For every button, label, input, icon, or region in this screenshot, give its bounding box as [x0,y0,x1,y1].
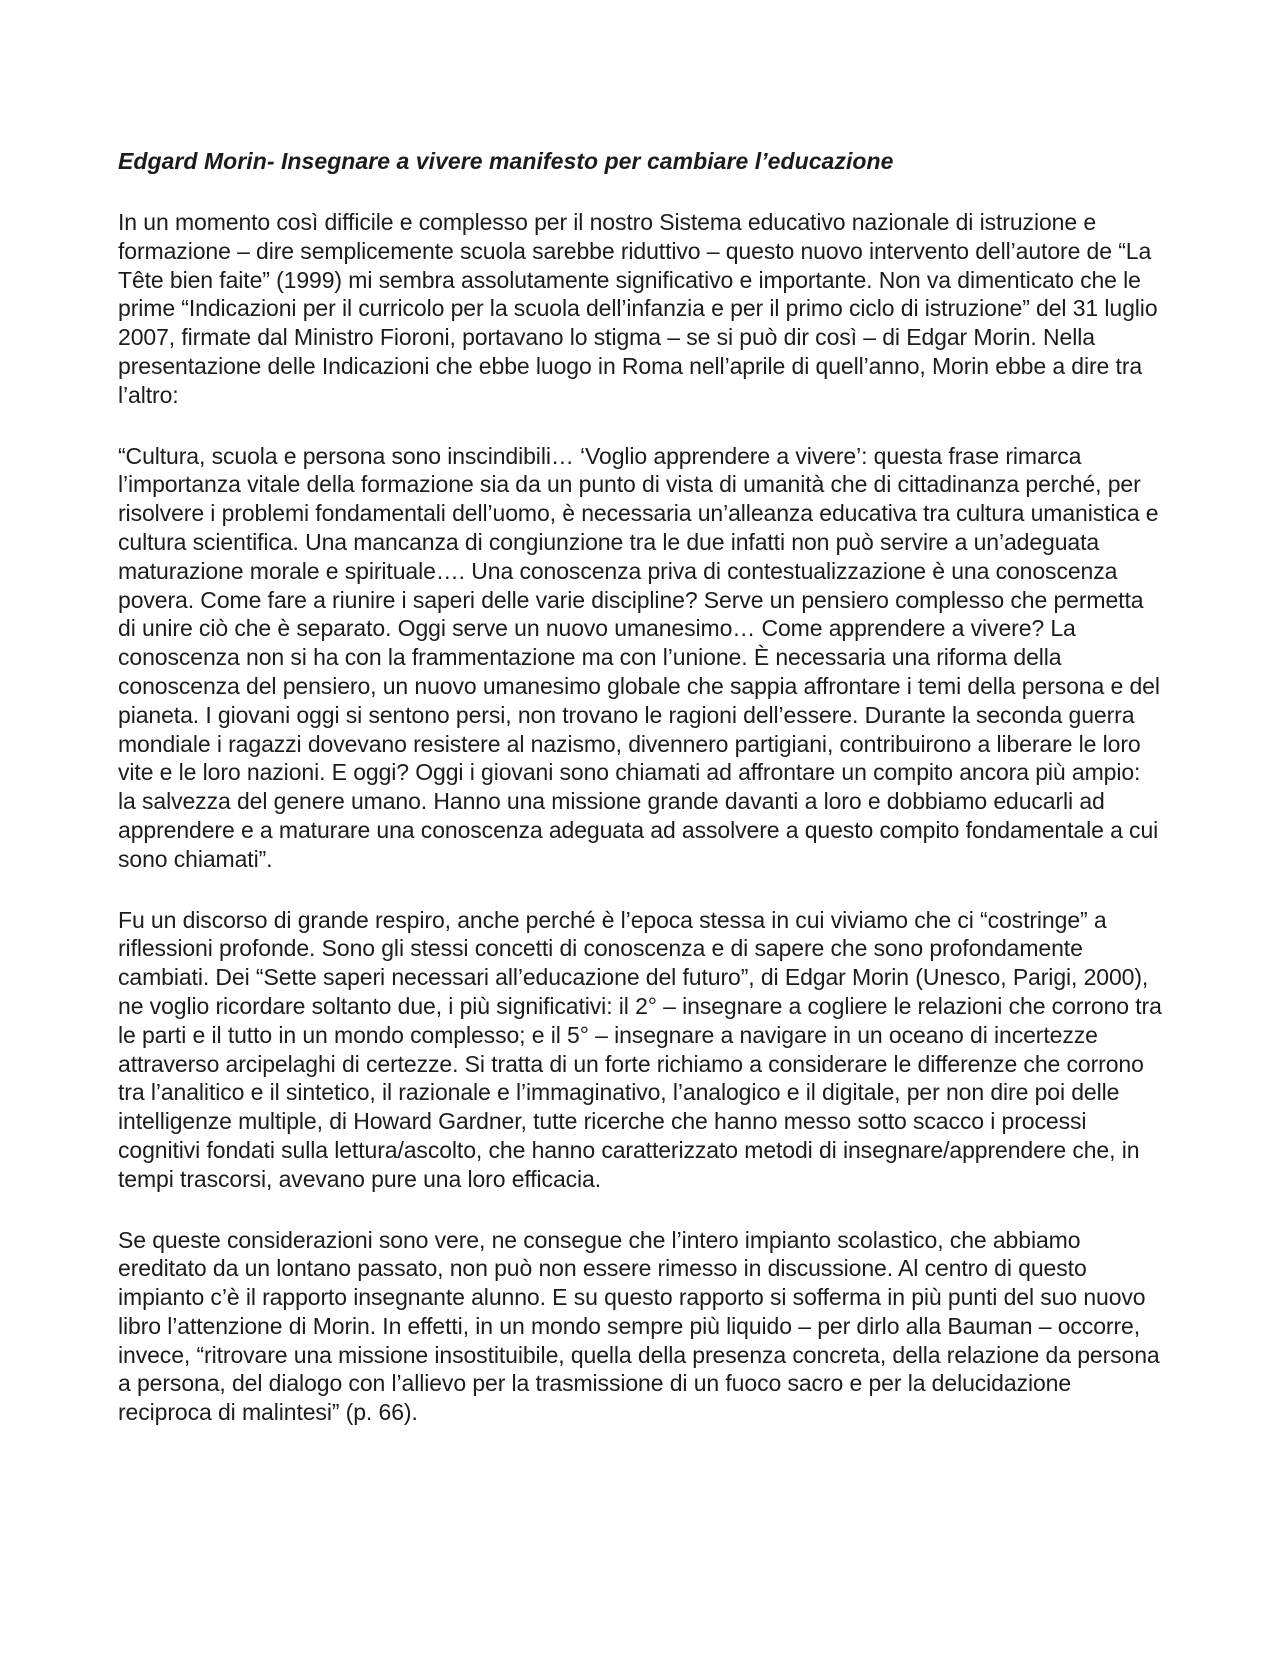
paragraph-discourse: Fu un discorso di grande respiro, anche perché è l’epoca stessa in cui viviamo che ci “costringe” a riflessioni profonde. Sono gli stessi concetti di conoscenza e di sapere che sono profondamente cambiati. Dei “Sette saperi necessari all’educazione del futuro”, di Edgar Morin (Unesco, Parigi, 2000), ne voglio ricordare soltanto due, i più significativi: il 2° – insegnare a cogliere le relazioni che corrono tra le parti e il tutto in un mondo complesso; e il 5° – insegnare a navigare in un oceano di incertezze attraverso arcipelaghi di certezze. Si tratta di un forte richiamo a considerare le differenze che corrono tra l’analitico e il sintetico, il razionale e l’immaginativo, l’analogico e il digitale, per non dire poi delle intelligenze multiple, di Howard Gardner, tutte ricerche che hanno messo sotto scacco i processi cognitivi fondati sulla lettura/ascolto, che hanno caratterizzato metodi di insegnare/apprendere che, in tempi trascorsi, avevano pure una loro efficacia. [118,906,1162,1192]
document-title: Edgard Morin- Insegnare a vivere manifesto per cambiare l’educazione [118,148,894,174]
document-body [118,146,1163,1459]
paragraph-intro: In un momento così difficile e complesso per il nostro Sistema educativo nazionale di istruzione e formazione – dire semplicemente scuola sarebbe riduttivo – questo nuovo intervento dell’autore de “La Tête bien faite” (1999) mi sembra assolutamente significativo e importante. Non va dimenticato che le prime “Indicazioni per il curricolo per la scuola dell’infanzia e per il primo ciclo di istruzione” del 31 luglio 2007, firmate dal Ministro Fioroni, portavano lo stigma – se si può dir così – di Edgar Morin. Nella presentazione delle Indicazioni che ebbe luogo in Roma nell’aprile di quell’anno, Morin ebbe a dire tra l’altro: [118,209,1158,408]
paragraph-quote: “Cultura, scuola e persona sono inscindibili… ‘Voglio apprendere a vivere’: questa frase rimarca l’importanza vitale della formazione sia da un punto di vista di umanità che di cittadinanza perché, per risolvere i problemi fondamentali dell’uomo, è necessaria un’alleanza educativa tra cultura umanistica e cultura scientifica. Una mancanza di congiunzione tra le due infatti non può servire a un’adeguata maturazione morale e spirituale…. Una conoscenza priva di contestualizzazione è una conoscenza povera. Come fare a riunire i saperi delle varie discipline? Serve un pensiero complesso che permetta di unire ciò che è separato. Oggi serve un nuovo umanesimo… Come apprendere a vivere? La conoscenza non si ha con la frammentazione ma con l’unione. È necessaria una riforma della conoscenza del pensiero, un nuovo umanesimo globale che sappia affrontare i temi della persona e del pianeta. I giovani oggi si sentono persi, non trovano le ragioni dell’essere. Durante la seconda guerra mondiale i ragazzi dovevano resistere al nazismo, divennero partigiani, contribuirono a liberare le loro vite e le loro nazioni. E oggi? Oggi i giovani sono chiamati ad affrontare un compito ancora più ampio: la salvezza del genere umano. Hanno una missione grande davanti a loro e dobbiamo educarli ad apprendere e a maturare una conoscenza adeguata ad assolvere a questo compito fondamentale a cui sono chiamati”. [118,442,1160,872]
paragraph-conclusion: Se queste considerazioni sono vere, ne consegue che l’intero impianto scolastico, che abbiamo ereditato da un lontano passato, non può non essere rimesso in discussione. Al centro di questo impianto c’è il rapporto insegnante alunno. E su questo rapporto si sofferma in più punti del suo nuovo libro l’attenzione di Morin. In effetti, in un mondo sempre più liquido – per dirlo alla Bauman – occorre, invece, “ritrovare una missione insostituibile, quella della presenza concreta, della relazione da persona a persona, del dialogo con l’allievo per la trasmissione di un fuoco sacro e per la delucidazione reciproca di malintesi” (p. 66). [118,1226,1160,1426]
